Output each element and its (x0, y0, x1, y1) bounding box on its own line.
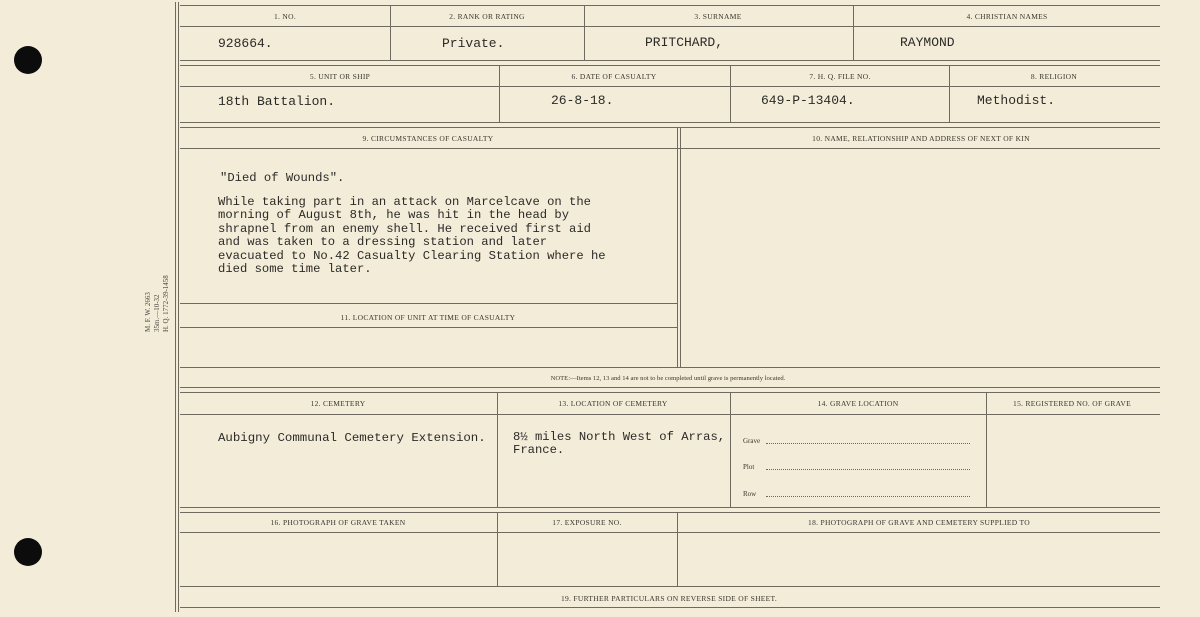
rank-value: Private. (442, 36, 505, 51)
note-text: NOTE:—Items 12, 13 and 14 are not to be completed until grave is permanently located. (550, 375, 786, 382)
label-christian-names: 4. CHRISTIAN NAMES (966, 12, 1048, 21)
label-rank: 2. RANK OR RATING (449, 12, 525, 21)
label-grave-location: 14. GRAVE LOCATION (817, 399, 899, 408)
circumstances-title: "Died of Wounds". (220, 171, 345, 185)
cemetery-value: Aubigny Communal Cemetery Extension. (218, 431, 486, 445)
punch-hole-bottom (14, 538, 42, 566)
religion-value: Methodist. (977, 93, 1056, 108)
circumstances-text (218, 196, 606, 276)
side-code-1: M. F. W. 2663 (144, 292, 152, 332)
label-further-particulars: 19. FURTHER PARTICULARS ON REVERSE SIDE OF SHEET. (560, 594, 778, 603)
label-next-of-kin: 10. NAME, RELATIONSHIP AND ADDRESS OF NEXT OF KIN (812, 134, 1030, 143)
circumstances-line: died some time later. (218, 262, 372, 277)
grave-label: Grave (743, 437, 761, 445)
location-of-cemetery-line: 8½ miles North West of Arras, (513, 430, 726, 444)
service-number: 928664. (218, 36, 273, 51)
surname-value: PRITCHARD, (645, 35, 724, 50)
christian-names-value: RAYMOND (900, 35, 955, 50)
label-location-of-unit: 11. LOCATION OF UNIT AT TIME OF CASUALTY (340, 313, 516, 322)
hq-file-no-value: 649-P-13404. (761, 93, 855, 108)
label-unit: 5. UNIT OR SHIP (309, 72, 371, 81)
circumstances-line: While taking part in an attack on Marcelcave on the (218, 195, 591, 209)
row-label: Row (743, 490, 757, 498)
label-location-of-cemetery: 13. LOCATION OF CEMETERY (558, 399, 668, 408)
plot-label: Plot (743, 463, 755, 471)
label-no: 1. NO. (273, 12, 297, 21)
location-of-cemetery-line: France. (513, 443, 565, 458)
label-date-of-casualty: 6. DATE OF CASUALTY (571, 72, 657, 81)
unit-value: 18th Battalion. (218, 94, 336, 109)
label-photo-supplied: 18. PHOTOGRAPH OF GRAVE AND CEMETERY SUPPLIED TO (808, 518, 1030, 527)
date-of-casualty-value: 26-8-18. (551, 93, 614, 108)
circumstances-line: shrapnel from an enemy shell. He received first aid (218, 221, 591, 236)
circumstances-line: morning of August 8th, he was hit in the head by (218, 208, 570, 223)
circumstances-line: and was taken to a dressing station and later (218, 235, 548, 250)
side-code-2: 35m.—10-32 (153, 294, 161, 332)
side-code-3: H. Q. 1772-39-1458 (162, 275, 170, 332)
label-registered-no: 15. REGISTERED NO. OF GRAVE (1013, 399, 1131, 408)
label-cemetery: 12. CEMETERY (310, 399, 366, 408)
label-surname: 3. SURNAME (694, 12, 742, 21)
label-exposure-no: 17. EXPOSURE NO. (552, 518, 622, 527)
label-hq-file-no: 7. H. Q. FILE NO. (809, 72, 871, 81)
label-religion: 8. RELIGION (1030, 72, 1078, 81)
label-circumstances: 9. CIRCUMSTANCES OF CASUALTY (362, 134, 494, 143)
label-photo-taken: 16. PHOTOGRAPH OF GRAVE TAKEN (270, 518, 406, 527)
punch-hole-top (14, 46, 42, 74)
location-of-cemetery-text (513, 431, 725, 458)
circumstances-line: evacuated to No.42 Casualty Clearing Station where he (218, 248, 606, 263)
